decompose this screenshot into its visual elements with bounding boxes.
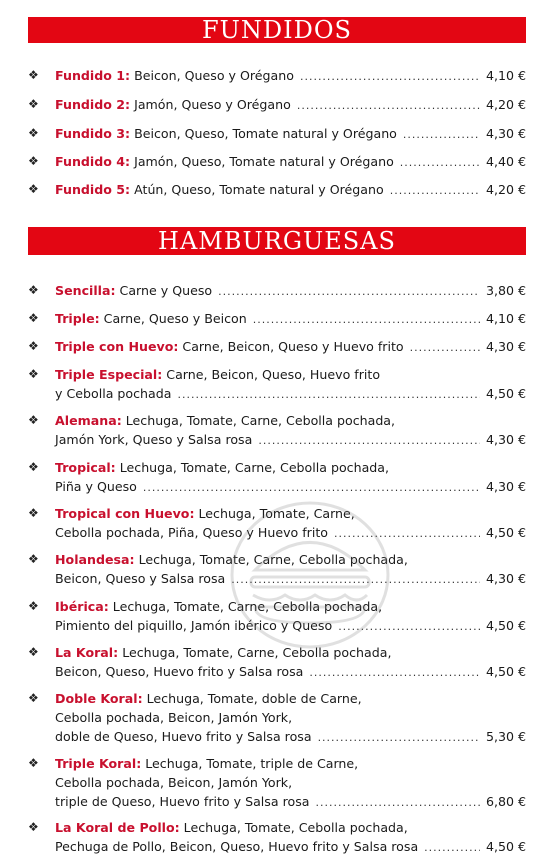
diamond-bullet-icon: ❖ — [28, 154, 39, 168]
item-description: Lechuga, Tomate, Carne, Cebolla pochada, — [122, 645, 392, 660]
item-name: Triple Especial: — [55, 367, 163, 382]
item-description: Jamón York, Queso y Salsa rosa — [55, 432, 253, 447]
item-description: Beicon, Queso y Salsa rosa — [55, 571, 226, 586]
item-price: 4,20 € — [485, 182, 526, 197]
item-description: Lechuga, Tomate, Cebolla pochada, — [183, 820, 408, 835]
item-line — [55, 152, 526, 171]
diamond-bullet-icon: ❖ — [28, 820, 39, 834]
item-description: Lechuga, Tomate, Carne, — [198, 506, 355, 521]
item-line — [55, 792, 526, 811]
dot-leader — [390, 181, 480, 200]
hamburguesas-banner — [28, 227, 526, 255]
diamond-bullet-icon: ❖ — [28, 97, 39, 111]
diamond-bullet-icon: ❖ — [28, 339, 39, 353]
item-description: Cebolla pochada, Piña, Queso y Huevo frito — [55, 525, 329, 540]
item-description: Lechuga, Tomate, Carne, Cebolla pochada, — [119, 460, 390, 475]
item-description: Cebolla pochada, Beicon, Jamón York, — [55, 775, 293, 790]
item-line — [55, 837, 526, 856]
fundido-item — [28, 180, 526, 199]
item-name: Tropical: — [55, 460, 116, 475]
item-description: Piña y Queso — [55, 479, 137, 494]
item-price: 4,50 € — [485, 839, 526, 854]
item-description: Beicon, Queso y Orégano — [134, 68, 294, 83]
item-name: Fundido 2: — [55, 97, 131, 112]
item-description: Pechuga de Pollo, Beicon, Queso, Huevo frito y Salsa rosa — [55, 839, 419, 854]
fundido-item — [28, 66, 526, 85]
item-price: 4,50 € — [485, 618, 526, 633]
item-name: Triple con Huevo: — [55, 339, 179, 354]
item-price: 4,50 € — [485, 525, 526, 540]
item-description: Jamón, Queso, Tomate natural y Orégano — [134, 154, 394, 169]
item-price: 4,50 € — [485, 664, 526, 679]
item-line — [55, 309, 526, 328]
hamburguesa-item — [28, 458, 526, 496]
item-description: Lechuga, Tomate, triple de Carne, — [145, 756, 359, 771]
hamburguesa-item — [28, 689, 526, 746]
item-price: 4,30 € — [485, 571, 526, 586]
fundido-item — [28, 95, 526, 114]
item-line — [55, 411, 526, 430]
item-description: triple de Queso, Huevo frito y Salsa rosa — [55, 794, 310, 809]
item-description: Beicon, Queso, Tomate natural y Orégano — [134, 126, 397, 141]
diamond-bullet-icon: ❖ — [28, 126, 39, 140]
item-name: La Koral de Pollo: — [55, 820, 180, 835]
item-description: Carne, Beicon, Queso y Huevo frito — [182, 339, 404, 354]
dot-leader — [297, 96, 480, 115]
item-price: 4,40 € — [485, 154, 526, 169]
item-line — [55, 727, 526, 746]
item-line — [55, 818, 526, 837]
diamond-bullet-icon: ❖ — [28, 552, 39, 566]
dot-leader — [177, 385, 479, 404]
item-line — [55, 281, 526, 300]
item-price: 4,30 € — [485, 126, 526, 141]
item-line — [55, 95, 526, 114]
dot-leader — [400, 153, 480, 172]
item-price: 5,30 € — [485, 729, 526, 744]
item-description: Atún, Queso, Tomate natural y Orégano — [134, 182, 384, 197]
item-price: 4,10 € — [485, 68, 526, 83]
item-description: Lechuga, Tomate, Carne, Cebolla pochada, — [125, 413, 396, 428]
item-name: Fundido 1: — [55, 68, 131, 83]
item-line — [55, 754, 526, 773]
item-price: 4,10 € — [485, 311, 526, 326]
item-description: Jamón, Queso y Orégano — [134, 97, 291, 112]
diamond-bullet-icon: ❖ — [28, 182, 39, 196]
dot-leader — [403, 125, 480, 144]
dot-leader — [410, 338, 480, 357]
item-name: Fundido 4: — [55, 154, 131, 169]
diamond-bullet-icon: ❖ — [28, 756, 39, 770]
diamond-bullet-icon: ❖ — [28, 460, 39, 474]
item-line — [55, 773, 526, 792]
hamburguesa-item — [28, 309, 526, 328]
item-line — [55, 662, 526, 681]
item-line — [55, 365, 526, 384]
burger-watermark-icon — [225, 495, 395, 655]
item-description: y Cebolla pochada — [55, 386, 172, 401]
diamond-bullet-icon: ❖ — [28, 68, 39, 82]
item-name: Alemana: — [55, 413, 122, 428]
diamond-bullet-icon: ❖ — [28, 283, 39, 297]
item-line — [55, 66, 526, 85]
hamburguesa-item — [28, 818, 526, 856]
diamond-bullet-icon: ❖ — [28, 645, 39, 659]
item-description: doble de Queso, Huevo frito y Salsa rosa — [55, 729, 312, 744]
item-line — [55, 124, 526, 143]
item-description: Lechuga, Tomate, Carne, Cebolla pochada, — [138, 552, 408, 567]
item-description: Carne, Queso y Beicon — [103, 311, 247, 326]
item-name: Holandesa: — [55, 552, 135, 567]
diamond-bullet-icon: ❖ — [28, 599, 39, 613]
diamond-bullet-icon: ❖ — [28, 311, 39, 325]
item-description: Beicon, Queso, Huevo frito y Salsa rosa — [55, 664, 304, 679]
item-price: 4,30 € — [485, 339, 526, 354]
dot-leader — [218, 282, 480, 301]
item-name: Doble Koral: — [55, 691, 143, 706]
dot-leader — [258, 431, 480, 450]
item-description: Carne, Beicon, Queso, Huevo frito — [166, 367, 381, 382]
item-price: 4,50 € — [485, 386, 526, 401]
item-price: 4,20 € — [485, 97, 526, 112]
diamond-bullet-icon: ❖ — [28, 413, 39, 427]
item-description: Carne y Queso — [119, 283, 213, 298]
item-name: Triple: — [55, 311, 100, 326]
dot-leader — [315, 793, 479, 812]
item-description: Cebolla pochada, Beicon, Jamón York, — [55, 710, 293, 725]
item-line — [55, 430, 526, 449]
item-name: Triple Koral: — [55, 756, 142, 771]
item-name: Tropical con Huevo: — [55, 506, 195, 521]
diamond-bullet-icon: ❖ — [28, 506, 39, 520]
hamburguesa-item — [28, 411, 526, 449]
item-price: 4,30 € — [485, 432, 526, 447]
hamburguesa-item — [28, 337, 526, 356]
item-price: 4,30 € — [485, 479, 526, 494]
item-name: Ibérica: — [55, 599, 109, 614]
hamburguesa-item — [28, 281, 526, 300]
item-line — [55, 337, 526, 356]
dot-leader — [309, 663, 480, 682]
dot-leader — [318, 728, 480, 747]
item-name: Fundido 3: — [55, 126, 131, 141]
fundido-item — [28, 124, 526, 143]
item-price: 3,80 € — [485, 283, 526, 298]
hamburguesa-item — [28, 365, 526, 403]
item-description: Lechuga, Tomate, doble de Carne, — [146, 691, 362, 706]
dot-leader — [424, 838, 480, 857]
diamond-bullet-icon: ❖ — [28, 367, 39, 381]
hamburguesa-item — [28, 754, 526, 811]
item-description: Pimiento del piquillo, Jamón ibérico y Queso — [55, 618, 333, 633]
item-line — [55, 180, 526, 199]
item-price: 6,80 € — [485, 794, 526, 809]
item-description: Lechuga, Tomate, Carne, Cebolla pochada, — [112, 599, 383, 614]
fundido-item — [28, 152, 526, 171]
item-line — [55, 689, 526, 708]
item-line — [55, 708, 526, 727]
fundidos-title: FUNDIDOS — [202, 16, 352, 44]
hamburguesas-title: HAMBURGUESAS — [158, 227, 396, 255]
fundidos-banner — [28, 17, 526, 43]
item-line — [55, 384, 526, 403]
diamond-bullet-icon: ❖ — [28, 691, 39, 705]
dot-leader — [300, 67, 480, 86]
item-name: La Koral: — [55, 645, 119, 660]
item-name: Fundido 5: — [55, 182, 131, 197]
item-line — [55, 458, 526, 477]
item-line — [55, 477, 526, 496]
dot-leader — [253, 310, 480, 329]
item-name: Sencilla: — [55, 283, 116, 298]
